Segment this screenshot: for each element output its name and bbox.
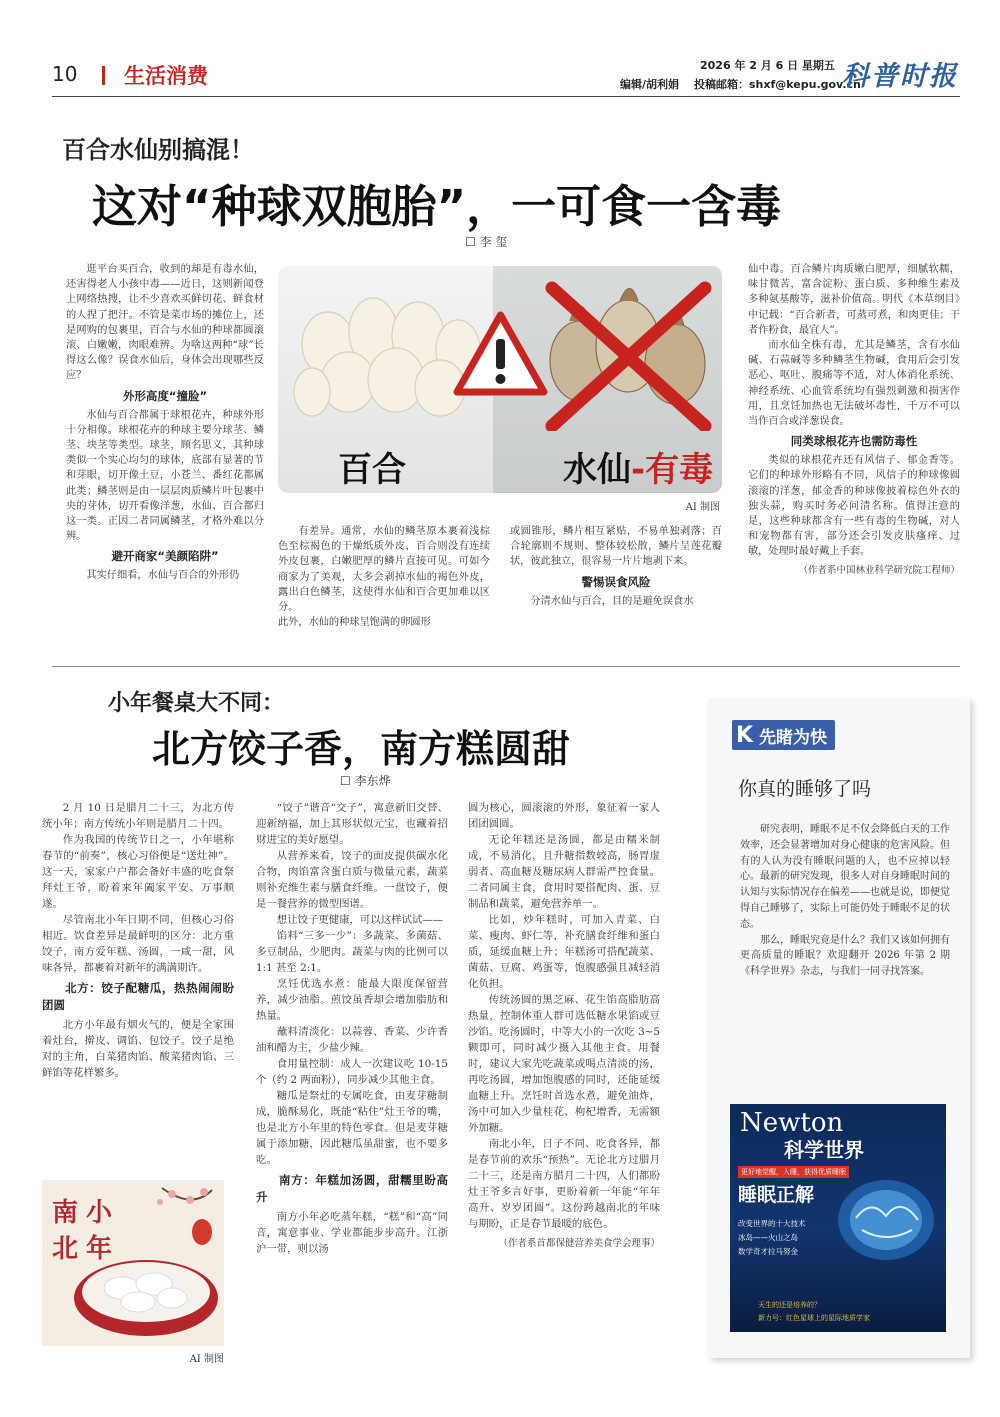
article2-tip: 食用量控制：成人一次建议吃 10-15 个（约 2 两面粉），同步减少其他主食。 xyxy=(256,1058,448,1086)
article2-column-3 xyxy=(468,800,660,1252)
article1-byline: ☐ 李 玺 xyxy=(465,235,508,249)
article2-paragraph: 南北小年，日子不同、吃食各异，都是春节前的欢乐“预热”。无论北方过腊月二十三，还是南方腊月二十四，人们都盼灶王爷多言好事，更盼着新一年能“年年高升、岁岁团圆”。这份跨越南北的年味与期盼，正是春节最暖的底色。 xyxy=(468,1138,660,1230)
newspaper-logo: 科普时报 xyxy=(842,61,958,92)
article2-paragraph: “饺子”谐音“交子”，寓意新旧交替、迎新纳福，加上其形状似元宝，也藏着招财进宝的美好愿望。 xyxy=(256,802,448,846)
article2-column-2 xyxy=(256,800,448,1257)
article2-tip: 蘸料清淡化：以蒜蓉、香菜、少许香油和醋为主，少盐少辣。 xyxy=(256,1026,448,1054)
article1-kicker: 百合水仙别搞混！ xyxy=(62,135,254,164)
magazine-bottom-2: 新力号：红色星球上的星际地质学家 xyxy=(758,1314,870,1322)
sidebar-badge xyxy=(732,720,835,750)
editor-line: 编辑/胡利娟 xyxy=(620,78,680,91)
article1-image-credit: AI 制图 xyxy=(685,502,720,513)
article2-paragraph: 比如，炒年糕时，可加入青菜、白菜、瘦肉、虾仁等，补充膳食纤维和蛋白质，延缓血糖上升；年糕汤可搭配蔬菜、菌菇、豆腐、鸡蛋等，饱腹感强且减轻消化负担。 xyxy=(468,914,660,990)
article2-byline: ☐ 李东烨 xyxy=(340,774,391,788)
sidebar-badge-k-icon: K xyxy=(736,722,754,748)
warning-triangle-icon xyxy=(453,311,548,396)
article2-author-credit: （作者系首都保健营养美食学会理事） xyxy=(498,1238,660,1249)
little-new-year-image xyxy=(42,1180,224,1346)
article2-paragraph: 想让饺子更健康，可以这样试试—— xyxy=(276,914,444,926)
article1-column-4 xyxy=(748,262,960,578)
page-number: 10 xyxy=(52,62,78,86)
article2-paragraph: 圆为核心，圆滚滚的外形，象征着一家人团团圆圆。 xyxy=(468,802,660,830)
magazine-bottom-1: 天生的还是培养的？ xyxy=(758,1301,821,1309)
lily-narcissus-image xyxy=(278,266,722,493)
article1-paragraph: 而水仙全株有毒，尤其是鳞茎，含有水仙碱、石蒜碱等多种鳞茎生物碱，食用后会引发恶心、呕吐、腹痛等不适，对人体消化系统、神经系统、心血管系统均有强烈刺激和损害作用，且烹饪加热也无法破坏毒性，千万不可以当作百合或洋葱误食。 xyxy=(748,340,960,428)
magazine-brand-cn: 科学世界 xyxy=(784,1138,864,1162)
article2-tip: 烹饪优选水煮：能最大限度保留营养，减少油脂。煎饺虽香却会增加脂肪和热量。 xyxy=(256,978,448,1022)
header-divider xyxy=(102,66,105,85)
sidebar-panel xyxy=(708,698,970,1358)
article2-tip: 馅料“三多一少”：多蔬菜、多菌菇、多豆制品，少肥肉。蔬菜与肉的比例可以 1:1 甚至 2:1。 xyxy=(256,930,448,974)
magazine-feature-3: 数学奇才拉马努金 xyxy=(738,1247,798,1256)
sidebar-badge-label: 先睹为快 xyxy=(759,727,828,748)
article1-paragraph: 或圆锥形，鳞片相互紧贴，不易单独剥落；百合轮廓则不规则、整体较松散，鳞片呈莲花瓣状，彼此独立，很容易一片片地剥下来。 xyxy=(510,526,722,568)
narcissus-bulb-illustration xyxy=(540,276,715,431)
lily-label: 百合 xyxy=(338,450,406,490)
article1-paragraph: 仙中毒。百合鳞片肉质嫩白肥厚，细腻软糯，味甘微苦，富含淀粉、蛋白质、多种维生素及多种氨基酸等，滋补价值高。明代《本草纲目》中记载：“百合新者，可蒸可煮，和肉更佳；干者作粉食，最宜人”。 xyxy=(748,264,960,336)
image-calligraphy-north: 北年 xyxy=(52,1234,121,1264)
article2-paragraph: 从营养来看，饺子的面皮提供碳水化合物，肉馅富含蛋白质与微量元素，蔬菜则补充维生素与膳食纤维。一盘饺子，便是一餐营养的微型图谱。 xyxy=(256,850,448,910)
article1-intro: 逛平台买百合，收到的却是有毒水仙，还害得老人小孩中毒——近日，这则新闻登上网络热搜，让不少喜欢买鲜切花、鲜食材的人捏了把汗。不管是菜市场的摊位上，还是网购的包裹里，百合与水仙的种球都圆滚滚、白嫩嫩，肉眼难辨。为啥这两种“球”长得这么像？误食水仙后，身体会出现哪些反应？ xyxy=(66,264,264,382)
article1-subhead-similar: 同类球根花卉也需防毒性 xyxy=(790,434,918,449)
article1-author-credit: （作者系中国林业科学研究院工程师） xyxy=(798,564,960,576)
article1-column-2 xyxy=(278,524,490,630)
date-line: 2026 年 2 月 6 日 星期五 xyxy=(700,59,835,72)
article1-column-3 xyxy=(510,524,722,609)
image-calligraphy-south: 南小 xyxy=(52,1198,121,1228)
email-line: 投稿邮箱：shxf@kepu.gov.cn xyxy=(694,78,861,91)
magazine-cover xyxy=(730,1104,946,1332)
brain-illustration xyxy=(826,1168,944,1278)
article2-paragraph: 北方小年最有烟火气的，便是全家围着灶台，擀皮、调馅、包饺子。饺子是绝对的主角，白菜猪肉馅、酸菜猪肉馅、三鲜馅等花样繁多。 xyxy=(42,1019,234,1079)
article2-subhead-south: 南方：年糕加汤圆，甜糯里盼高升 xyxy=(256,1173,448,1204)
article2-headline: 北方饺子香，南方糕圆甜 xyxy=(152,726,571,771)
magazine-feature-1: 改变世界的十大技术 xyxy=(738,1219,806,1228)
article2-paragraph: 无论年糕还是汤圆，都是由糯米制成，不易消化，且升糖指数较高，肠胃虚弱者、高血糖及糖尿病人群需严控食量。二者同属主食，食用时要搭配肉、蛋、豆制品和蔬菜，避免营养单一。 xyxy=(468,834,660,910)
article1-subhead-merchant: 避开商家“美颜陷阱” xyxy=(111,549,219,564)
article2-column-1 xyxy=(42,800,234,1081)
article2-paragraph: 传统汤圆的黑芝麻、花生馅高脂肪高热量，控制体重人群可选低糖水果馅或豆沙馅。吃汤圆时，中等大小的一次吃 3~5 颗即可，同时减少摄入其他主食。用餐时，建议大家先吃蔬菜或喝点清淡的汤，再吃汤圆，增加饱腹感的同时，还能延缓血糖上升。烹饪时首选水煮，避免油炸，汤中可加入少量桂花、枸杞增香，无需额外加糖。 xyxy=(468,994,660,1134)
article1-paragraph: 有差异。通常，水仙的鳞茎原本裹着浅棕色至棕褐色的干燥纸质外皮，百合则没有连续外皮包裹，白嫩肥厚的鳞片直接可见。可如今商家为了美观，大多会剥掉水仙的褐色外皮，露出白色鳞茎，这使得水仙和百合更加难以区分。 此外，水仙的种球呈饱满的卵圆形 xyxy=(278,526,490,629)
article1-headline: 这对“种球双胞胎”，一可食一含毒 xyxy=(92,180,782,233)
article1-column-1 xyxy=(66,262,264,584)
narcissus-label: 水仙 xyxy=(563,450,631,490)
article2-image-credit: AI 制图 xyxy=(189,1354,224,1365)
sidebar-paragraph: 那么，睡眠究竟是什么？我们又该如何拥有更高质量的睡眠？欢迎翻开 2026 年第 2 期《科学世界》杂志，与我们一同寻找答案。 xyxy=(740,934,950,978)
article2-paragraph: 尽管南北小年日期不同，但核心习俗相近。饮食差异是最鲜明的区分：北方重饺子，南方爱年糕、汤圆，一咸一甜，风味各异，都裹着对新年的满满期许。 xyxy=(42,914,234,974)
article1-paragraph: 水仙与百合都属于球根花卉，种球外形十分相像。球根花卉的种球主要分球茎、鳞茎、块茎等类型。球茎，顾名思义，其种球类似一个实心均匀的球体，底部有显著的节和芽眼，切开像土豆，小苍兰、番红花都属此类；鳞茎则是由一层层肉质鳞片叶包裹中央的芽体，切开看像洋葱，水仙、百合都归这一类。正因二者同属鳞茎，才格外难以分辨。 xyxy=(66,409,264,543)
article1-paragraph: 其实仔细看，水仙与百合的外形仍 xyxy=(86,570,240,582)
magazine-feature-2: 冰岛——火山之岛 xyxy=(738,1233,798,1242)
article1-subhead-risk: 警惕误食风险 xyxy=(581,574,651,589)
article2-paragraph: 2 月 10 日是腊月二十三，为北方传统小年；南方传统小年则是腊月二十四。 xyxy=(42,802,234,830)
article1-subhead-appearance: 外形高度“撞脸” xyxy=(122,388,208,403)
sidebar-paragraph: 研究表明，睡眠不足不仅会降低白天的工作效率，还会显著增加对身心健康的危害风险。但有的人认为没有睡眠问题的人，也不应掉以轻心。最新的研究发现，很多人对自身睡眠时间的认知与实际情况存在偏差——也就是说，即便觉得自己睡够了，实际上可能仍处于睡眠不足的状态。 xyxy=(740,824,950,930)
article2-paragraph: 南方小年必吃蒸年糕，“糕”和“高”同音，寓意事业、学业都能步步高升。江浙沪一带，则以汤 xyxy=(256,1211,448,1255)
section-title: 生活消费 xyxy=(124,64,208,88)
article2-paragraph: 作为我国的传统节日之一，小年堪称春节的“前奏”，核心习俗便是“送灶神”。这一天，家家户户都会备好丰盛的吃食祭拜灶王爷，盼着来年阖家平安、万事顺遂。 xyxy=(42,834,234,910)
toxic-label: -有毒 xyxy=(631,450,714,490)
section-divider xyxy=(52,666,960,667)
article2-paragraph: 糖瓜是祭灶的专属吃食，由麦芽糖制成，脆酥易化，既能“粘住”灶王爷的嘴，也是北方小年里的特色零食。但是麦芽糖属于添加糖，因此糖瓜虽甜蜜，也不要多吃。 xyxy=(256,1090,448,1166)
article1-paragraph: 分清水仙与百合，目的是避免误食水 xyxy=(530,595,694,607)
article2-kicker: 小年餐桌大不同： xyxy=(108,690,285,716)
article1-paragraph: 类似的球根花卉还有风信子、郁金香等。它们的种球外形略有不同，风信子的种球像圆滚滚的洋葱，郁金香的种球像披着棕色外衣的独头蒜，购买时务必问清名称。值得注意的是，这些种球都含有一些有毒的生物碱，对人和宠物都有害，部分还会引发皮肤瘙痒、过敏，处理时最好戴上手套。 xyxy=(748,455,960,558)
magazine-cover-title: 睡眠正解 xyxy=(738,1184,815,1206)
magazine-brand: Newton xyxy=(740,1108,844,1138)
sidebar-title: 你真的睡够了吗 xyxy=(738,778,872,800)
header-rule xyxy=(52,96,960,97)
sidebar-body xyxy=(740,822,950,980)
magazine-tagline: 更好地觉醒，入睡，获得优质睡眠 xyxy=(738,1166,849,1178)
article2-subhead-north: 北方：饺子配糖瓜，热热闹闹盼团圆 xyxy=(42,981,234,1012)
